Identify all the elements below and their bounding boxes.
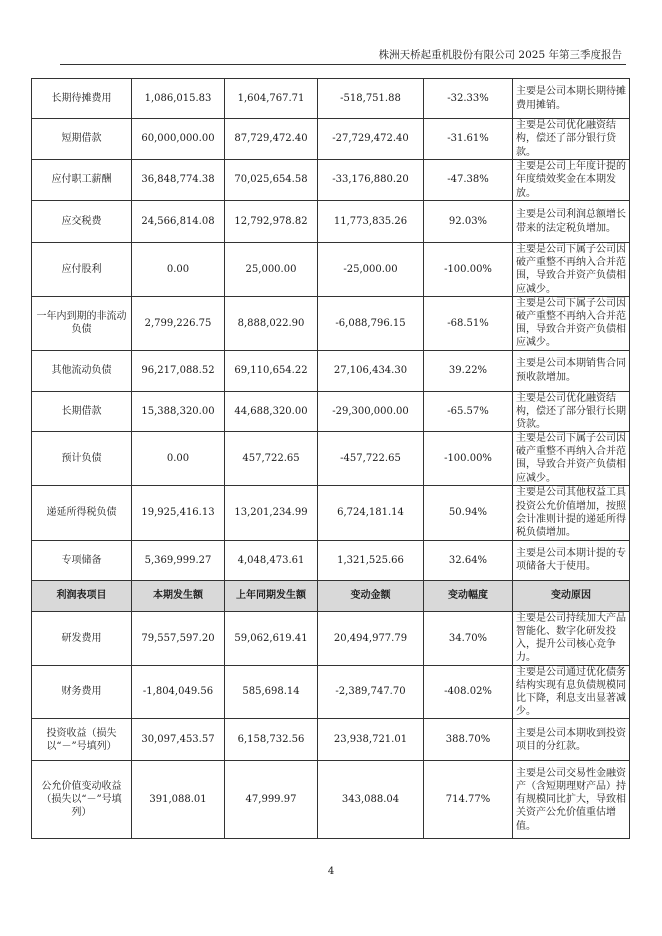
change-percent: 714.77% xyxy=(424,761,513,839)
change-percent: 32.64% xyxy=(424,540,513,580)
change-reason: 主要是公司优化融资结构，偿还了部分银行长期贷款。 xyxy=(513,391,630,432)
table-row xyxy=(32,296,630,350)
current-value: 19,925,416.13 xyxy=(132,485,225,540)
previous-value: 59,062,619.41 xyxy=(225,611,318,665)
item-name: 短期借款 xyxy=(32,119,132,160)
change-percent: -65.57% xyxy=(424,391,513,432)
table-row xyxy=(32,485,630,540)
current-value: 0.00 xyxy=(132,243,225,297)
change-amount: -33,176,880.20 xyxy=(318,160,424,201)
item-name: 长期借款 xyxy=(32,391,132,432)
change-percent: -47.38% xyxy=(424,160,513,201)
change-percent: 39.22% xyxy=(424,350,513,391)
item-name: 专项储备 xyxy=(32,540,132,580)
change-reason: 主要是公司本期计提的专项储备大于使用。 xyxy=(513,540,630,580)
table-row xyxy=(32,540,630,580)
column-header-previous: 上年同期发生额 xyxy=(225,580,318,611)
change-percent: -100.00% xyxy=(424,243,513,297)
change-reason: 主要是公司下属子公司因破产重整不再纳入合并范围，导致合并资产负债相应减少。 xyxy=(513,432,630,486)
table-row xyxy=(32,119,630,160)
change-reason: 主要是公司利润总额增长带来的法定税负增加。 xyxy=(513,201,630,243)
change-amount: 6,724,181.14 xyxy=(318,485,424,540)
change-reason: 主要是公司下属子公司因破产重整不再纳入合并范围，导致合并资产负债相应减少。 xyxy=(513,296,630,350)
item-name: 应付职工薪酬 xyxy=(32,160,132,201)
table-row xyxy=(32,665,630,719)
column-header-pct: 变动幅度 xyxy=(424,580,513,611)
current-value: 15,388,320.00 xyxy=(132,391,225,432)
previous-value: 69,110,654.22 xyxy=(225,350,318,391)
current-value: 391,088.01 xyxy=(132,761,225,839)
current-value: -1,804,049.56 xyxy=(132,665,225,719)
table-row xyxy=(32,761,630,839)
change-amount: 27,106,434.30 xyxy=(318,350,424,391)
current-value: 36,848,774.38 xyxy=(132,160,225,201)
item-name: 投资收益（损失以“－”号填列） xyxy=(32,719,132,761)
previous-value: 25,000.00 xyxy=(225,243,318,297)
change-percent: -31.61% xyxy=(424,119,513,160)
current-value: 5,369,999.27 xyxy=(132,540,225,580)
change-reason: 主要是公司其他权益工具投资公允价值增加，按照会计准则计提的递延所得税负债增加。 xyxy=(513,485,630,540)
previous-value: 70,025,654.58 xyxy=(225,160,318,201)
column-header-change: 变动金额 xyxy=(318,580,424,611)
previous-value: 457,722.65 xyxy=(225,432,318,486)
item-name: 研发费用 xyxy=(32,611,132,665)
table-row xyxy=(32,160,630,201)
previous-value: 87,729,472.40 xyxy=(225,119,318,160)
previous-value: 6,158,732.56 xyxy=(225,719,318,761)
change-percent: 34.70% xyxy=(424,611,513,665)
change-reason: 主要是公司持续加大产品智能化、数字化研发投入，提升公司核心竞争力。 xyxy=(513,611,630,665)
income-header-row xyxy=(32,580,630,611)
change-amount: -29,300,000.00 xyxy=(318,391,424,432)
table-row xyxy=(32,432,630,486)
item-name: 公允价值变动收益（损失以“－”号填列） xyxy=(32,761,132,839)
table-row xyxy=(32,391,630,432)
previous-value: 1,604,767.71 xyxy=(225,79,318,119)
current-value: 30,097,453.57 xyxy=(132,719,225,761)
previous-value: 44,688,320.00 xyxy=(225,391,318,432)
change-amount: 1,321,525.66 xyxy=(318,540,424,580)
page-number: 4 xyxy=(327,866,335,877)
table-row xyxy=(32,201,630,243)
change-percent: -32.33% xyxy=(424,79,513,119)
change-amount: -25,000.00 xyxy=(318,243,424,297)
change-analysis-table xyxy=(31,78,630,839)
previous-value: 13,201,234.99 xyxy=(225,485,318,540)
previous-value: 47,999.97 xyxy=(225,761,318,839)
change-percent: 388.70% xyxy=(424,719,513,761)
change-amount: 343,088.04 xyxy=(318,761,424,839)
change-amount: 23,938,721.01 xyxy=(318,719,424,761)
change-reason: 主要是公司交易性金融资产（含短期理财产品）持有规模同比扩大，导致相关资产公允价值重估增值。 xyxy=(513,761,630,839)
previous-value: 12,792,978.82 xyxy=(225,201,318,243)
change-reason: 主要是公司通过优化债务结构实现有息负债规模同比下降，利息支出显著减少。 xyxy=(513,665,630,719)
change-percent: 92.03% xyxy=(424,201,513,243)
table-row xyxy=(32,719,630,761)
current-value: 60,000,000.00 xyxy=(132,119,225,160)
previous-value: 8,888,022.90 xyxy=(225,296,318,350)
item-name: 财务费用 xyxy=(32,665,132,719)
item-name: 应付股利 xyxy=(32,243,132,297)
report-title: 株洲天桥起重机股份有限公司 2025 年第三季度报告 xyxy=(378,49,622,61)
change-amount: -518,751.88 xyxy=(318,79,424,119)
change-reason: 主要是公司上年度计提的年度绩效奖金在本期发放。 xyxy=(513,160,630,201)
item-name: 长期待摊费用 xyxy=(32,79,132,119)
item-name: 应交税费 xyxy=(32,201,132,243)
change-reason: 主要是公司优化融资结构，偿还了部分银行贷款。 xyxy=(513,119,630,160)
current-value: 2,799,226.75 xyxy=(132,296,225,350)
change-amount: 20,494,977.79 xyxy=(318,611,424,665)
change-percent: -100.00% xyxy=(424,432,513,486)
change-amount: -6,088,796.15 xyxy=(318,296,424,350)
item-name: 一年内到期的非流动负债 xyxy=(32,296,132,350)
item-name: 其他流动负债 xyxy=(32,350,132,391)
change-amount: -27,729,472.40 xyxy=(318,119,424,160)
change-percent: -68.51% xyxy=(424,296,513,350)
page-header xyxy=(60,44,626,65)
change-reason: 主要是公司本期长期待摊费用摊销。 xyxy=(513,79,630,119)
current-value: 96,217,088.52 xyxy=(132,350,225,391)
table-row xyxy=(32,243,630,297)
current-value: 24,566,814.08 xyxy=(132,201,225,243)
table-row xyxy=(32,350,630,391)
column-header-current: 本期发生额 xyxy=(132,580,225,611)
change-reason: 主要是公司下属子公司因破产重整不再纳入合并范围，导致合并资产负债相应减少。 xyxy=(513,243,630,297)
table-row xyxy=(32,611,630,665)
change-percent: -408.02% xyxy=(424,665,513,719)
current-value: 0.00 xyxy=(132,432,225,486)
table-row xyxy=(32,79,630,119)
change-reason: 主要是公司本期销售合同预收款增加。 xyxy=(513,350,630,391)
column-header-item: 利润表项目 xyxy=(32,580,132,611)
change-reason: 主要是公司本期收到投资项目的分红款。 xyxy=(513,719,630,761)
change-amount: -457,722.65 xyxy=(318,432,424,486)
previous-value: 4,048,473.61 xyxy=(225,540,318,580)
item-name: 预计负债 xyxy=(32,432,132,486)
change-amount: 11,773,835.26 xyxy=(318,201,424,243)
item-name: 递延所得税负债 xyxy=(32,485,132,540)
change-amount: -2,389,747.70 xyxy=(318,665,424,719)
current-value: 79,557,597.20 xyxy=(132,611,225,665)
change-percent: 50.94% xyxy=(424,485,513,540)
current-value: 1,086,015.83 xyxy=(132,79,225,119)
previous-value: 585,698.14 xyxy=(225,665,318,719)
column-header-reason: 变动原因 xyxy=(513,580,630,611)
